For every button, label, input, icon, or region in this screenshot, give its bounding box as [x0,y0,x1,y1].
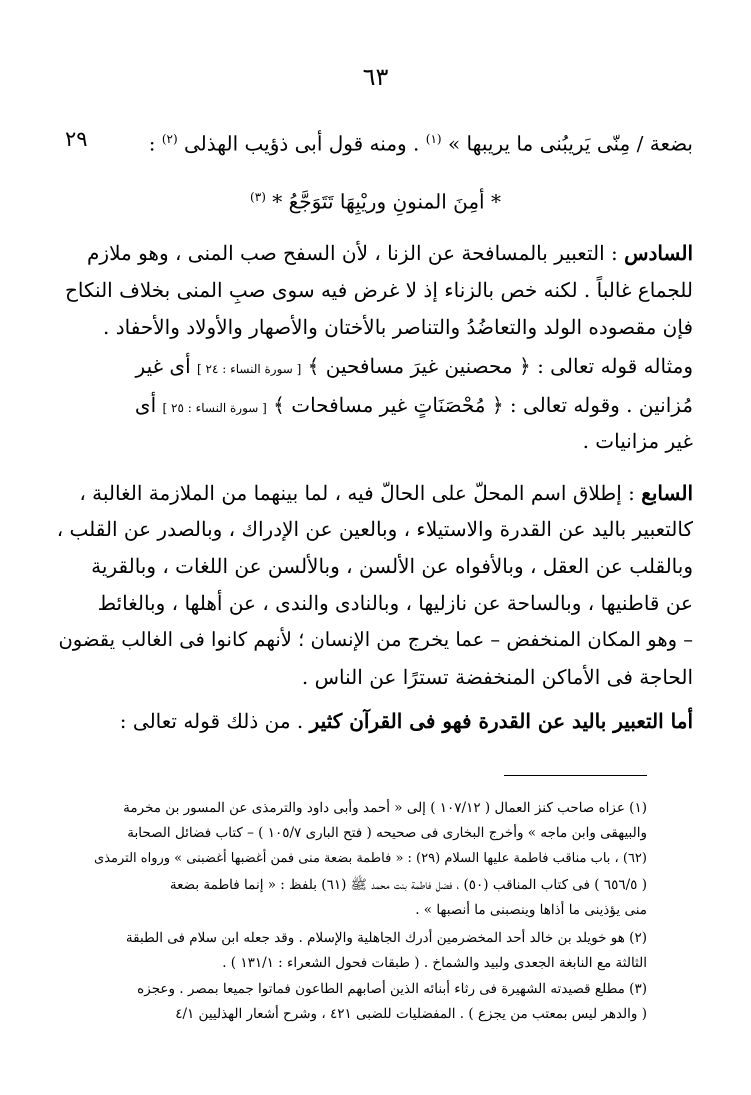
sixth-line-5-text-a: مُزانين . وقوله تعالى : ﴿ مُحْصَنَاتٍ غير مسافحات ﴾ [266,393,693,417]
margin-number: ٢٩ [65,127,88,151]
seventh-heading: السابع [641,481,693,505]
seventh-line-1-text: : إطلاق اسم المحلّ على الحالّ فيه ، لما بينهما من الملازمة الغالبة ، [79,481,642,505]
intro-text-b: . ومنه قول أبى ذؤيب الهذلى [177,131,426,156]
footnote-ref-3: (٣) [250,190,266,204]
sixth-line-4-text-a: ومثاله قوله تعالى : ﴿ محصنين غيرَ مسافحين ﴾ [301,354,693,378]
footnote-line-7: الثالثة مع النابغة الجعدى ولبيد والشماخ . ( طبقات فحول الشعراء : ١٣١/١ ) . [222,955,647,971]
seventh-line-2: كالتعبير باليد عن القدرة والاستيلاء ، وبالعين عن الإدراك ، وبالصدر عن القلب ، [56,517,693,541]
footnote-line-9: ( والدهر ليس بمعتب من يجزع ) . المفضليات للضبى ٤٢١ ، وشرح أشعار الهذليين ٤/١ [175,1006,647,1022]
intro-text-c: : [148,131,162,156]
closing-bold-text: أما التعبير باليد عن القدرة فهو فى القرآن كثير [309,709,693,733]
closing-line [53,706,693,736]
footnote-line-5: منى يؤذينى ما أذاها وينصبنى ما أنصبها » . [415,902,647,918]
intro-line [53,124,693,159]
footnote-separator [504,775,647,776]
sixth-line-3: فإن مقصوده الولد والتعاضُدُ والتناصر بالأختان والأصهار والأولاد والأحفاد . [103,315,693,339]
sixth-line-5 [53,390,693,423]
seventh-line-5: – وهو المكان المنخفض – عما يخرج من الإنسان ؛ لأنهم كانوا فى الغالب يقضون [58,628,693,651]
sixth-line-4 [53,351,693,384]
page-number: ٦٣ [362,63,389,91]
verse-line [0,182,751,217]
footnote-line-4: ( ٦٥٦/٥ ) فى كتاب المناقب (٥٠) ، فضل فاطمة بنت محمد ﷺ (٦١) بلفظ : « إنما فاطمة بضعة [169,877,647,893]
footnote-line-6: (٢) هو خويلد بن خالد أحد المخضرمين أدرك الجاهلية والإسلام . وقد جعله ابن سلام فى الطبقة [125,930,647,946]
footnote-line-8: (٣) مطلع قصيدته الشهيرة فى رثاء أبنائه الذين أصابهم الطاعون فماتوا جميعا بمصر . وعجزه [137,981,647,997]
footnote-line-1: (١) عزاه صاحب كنز العمال ( ١٠٧/١٢ ) إلى « أحمد وأبى داود والترمذى عن المسور بن مخرمة [123,800,647,816]
quran-reference-2: [ سورة النساء : ٢٥ ] [162,401,267,415]
quran-reference-1: [ سورة النساء : ٢٤ ] [197,362,302,376]
footnote-ref-2: (٢) [161,132,178,146]
sixth-heading: السادس [624,241,693,265]
sixth-line-2: للجماع غالباً . لكنه خص بالزناء إذ لا غرض فيه سوى صبِ المنى بخلاف النكاح [65,278,693,302]
verse-text: * أمِنَ المنونِ وريْبِهَا تَتَوَجَّعُ * [265,189,501,214]
sixth-line-4-text-b: أى غير [135,354,197,378]
sixth-line-6: غير مزانيات . [582,429,693,453]
seventh-line-3: وبالقلب عن العقل ، وبالأفواه عن الألسن ، وبالألسن عن اللغات ، وبالقرية [91,554,693,578]
footnote-line-2: والبيهقى وابن ماجه » وأخرج البخارى فى صحيحه ( فتح البارى ١٠٥/٧ ) – كتاب فضائل الصحابة [127,825,647,841]
seventh-line-1 [53,478,693,508]
footnote-line-3: (٦٢) ، باب مناقب فاطمة عليها السلام (٢٩) : « فاطمة بضعة منى فمن أغضبها أغضبنى » ورواه الترمذى [94,851,647,866]
intro-text-a: بضعة / مِنّى يَريبُنى ما يريبها » [441,131,693,156]
sixth-line-1-text: : التعبير بالمسافحة عن الزنا ، لأن السفح صب المنى ، وهو ملازم [87,241,625,265]
closing-text: . من ذلك قوله تعالى : [119,709,310,733]
seventh-line-6: الحاجة فى الأماكن المنخفضة تسترًا عن الناس . [301,665,693,689]
footnote-ref-1: (١) [425,132,442,146]
sixth-line-5-text-b: أى [134,393,163,417]
sixth-line-1 [53,238,693,268]
seventh-line-4: عن قاطنيها ، وبالساحة عن نازليها ، وبالنادى والندى ، عن أهلها ، وبالغائط [97,591,693,615]
